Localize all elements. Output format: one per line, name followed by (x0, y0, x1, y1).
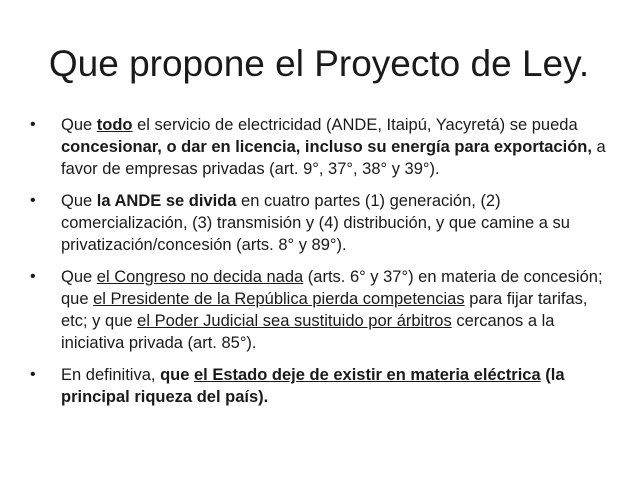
bullet-list (30, 114, 615, 418)
bullet-text: (arts. 6° y 37°) en materia de concesión; que (61, 268, 603, 308)
bullet-text: el servicio de electricidad (ANDE, Itaipú, Yacyretá) se pueda (132, 116, 578, 134)
bullet-text: Que (61, 192, 97, 210)
bullet-dot-icon: • (30, 268, 36, 285)
bullet-text: que (160, 366, 194, 384)
bullet-text: cercanos a la iniciativa privada (art. 85°). (61, 312, 555, 352)
emphasized-text: todo (96, 116, 133, 134)
bullet-text: en cuatro partes (1) generación, (2) comercialización, (3) transmisión y (4) distribución, y que camine a su privatización/concesión (arts. 8° y 89°). (61, 192, 570, 254)
bullet-dot-icon: • (30, 366, 36, 383)
bullet-dot-icon: • (30, 192, 36, 209)
emphasized-text: el Estado deje de existir en materia eléctrica (193, 366, 541, 384)
slide-title: Que propone el Proyecto de Ley. (48, 43, 590, 84)
bullet-text: a favor de empresas privadas (art. 9°, 37°, 38° y 39°). (61, 138, 606, 178)
bullet-item (30, 190, 615, 256)
bullet-text: (la principal riqueza del país). (61, 366, 565, 406)
bullet-text: concesionar, o dar en licencia, incluso su energía para exportación, (61, 138, 592, 156)
bullet-text: la ANDE se divida (96, 192, 237, 210)
bullet-text: para fijar tarifas, etc; y que (61, 290, 588, 330)
bullet-dot-icon: • (30, 116, 36, 133)
bullet-text: En definitiva, (61, 366, 161, 384)
bullet-item (30, 364, 615, 408)
bullet-item (30, 114, 615, 180)
emphasized-text: el Poder Judicial sea sustituido por árbitros (137, 312, 452, 330)
bullet-text: Que (61, 116, 97, 134)
bullet-item (30, 266, 615, 354)
bullet-text: Que (61, 268, 97, 286)
emphasized-text: el Congreso no decida nada (96, 268, 304, 286)
emphasized-text: el Presidente de la República pierda competencias (93, 290, 465, 308)
